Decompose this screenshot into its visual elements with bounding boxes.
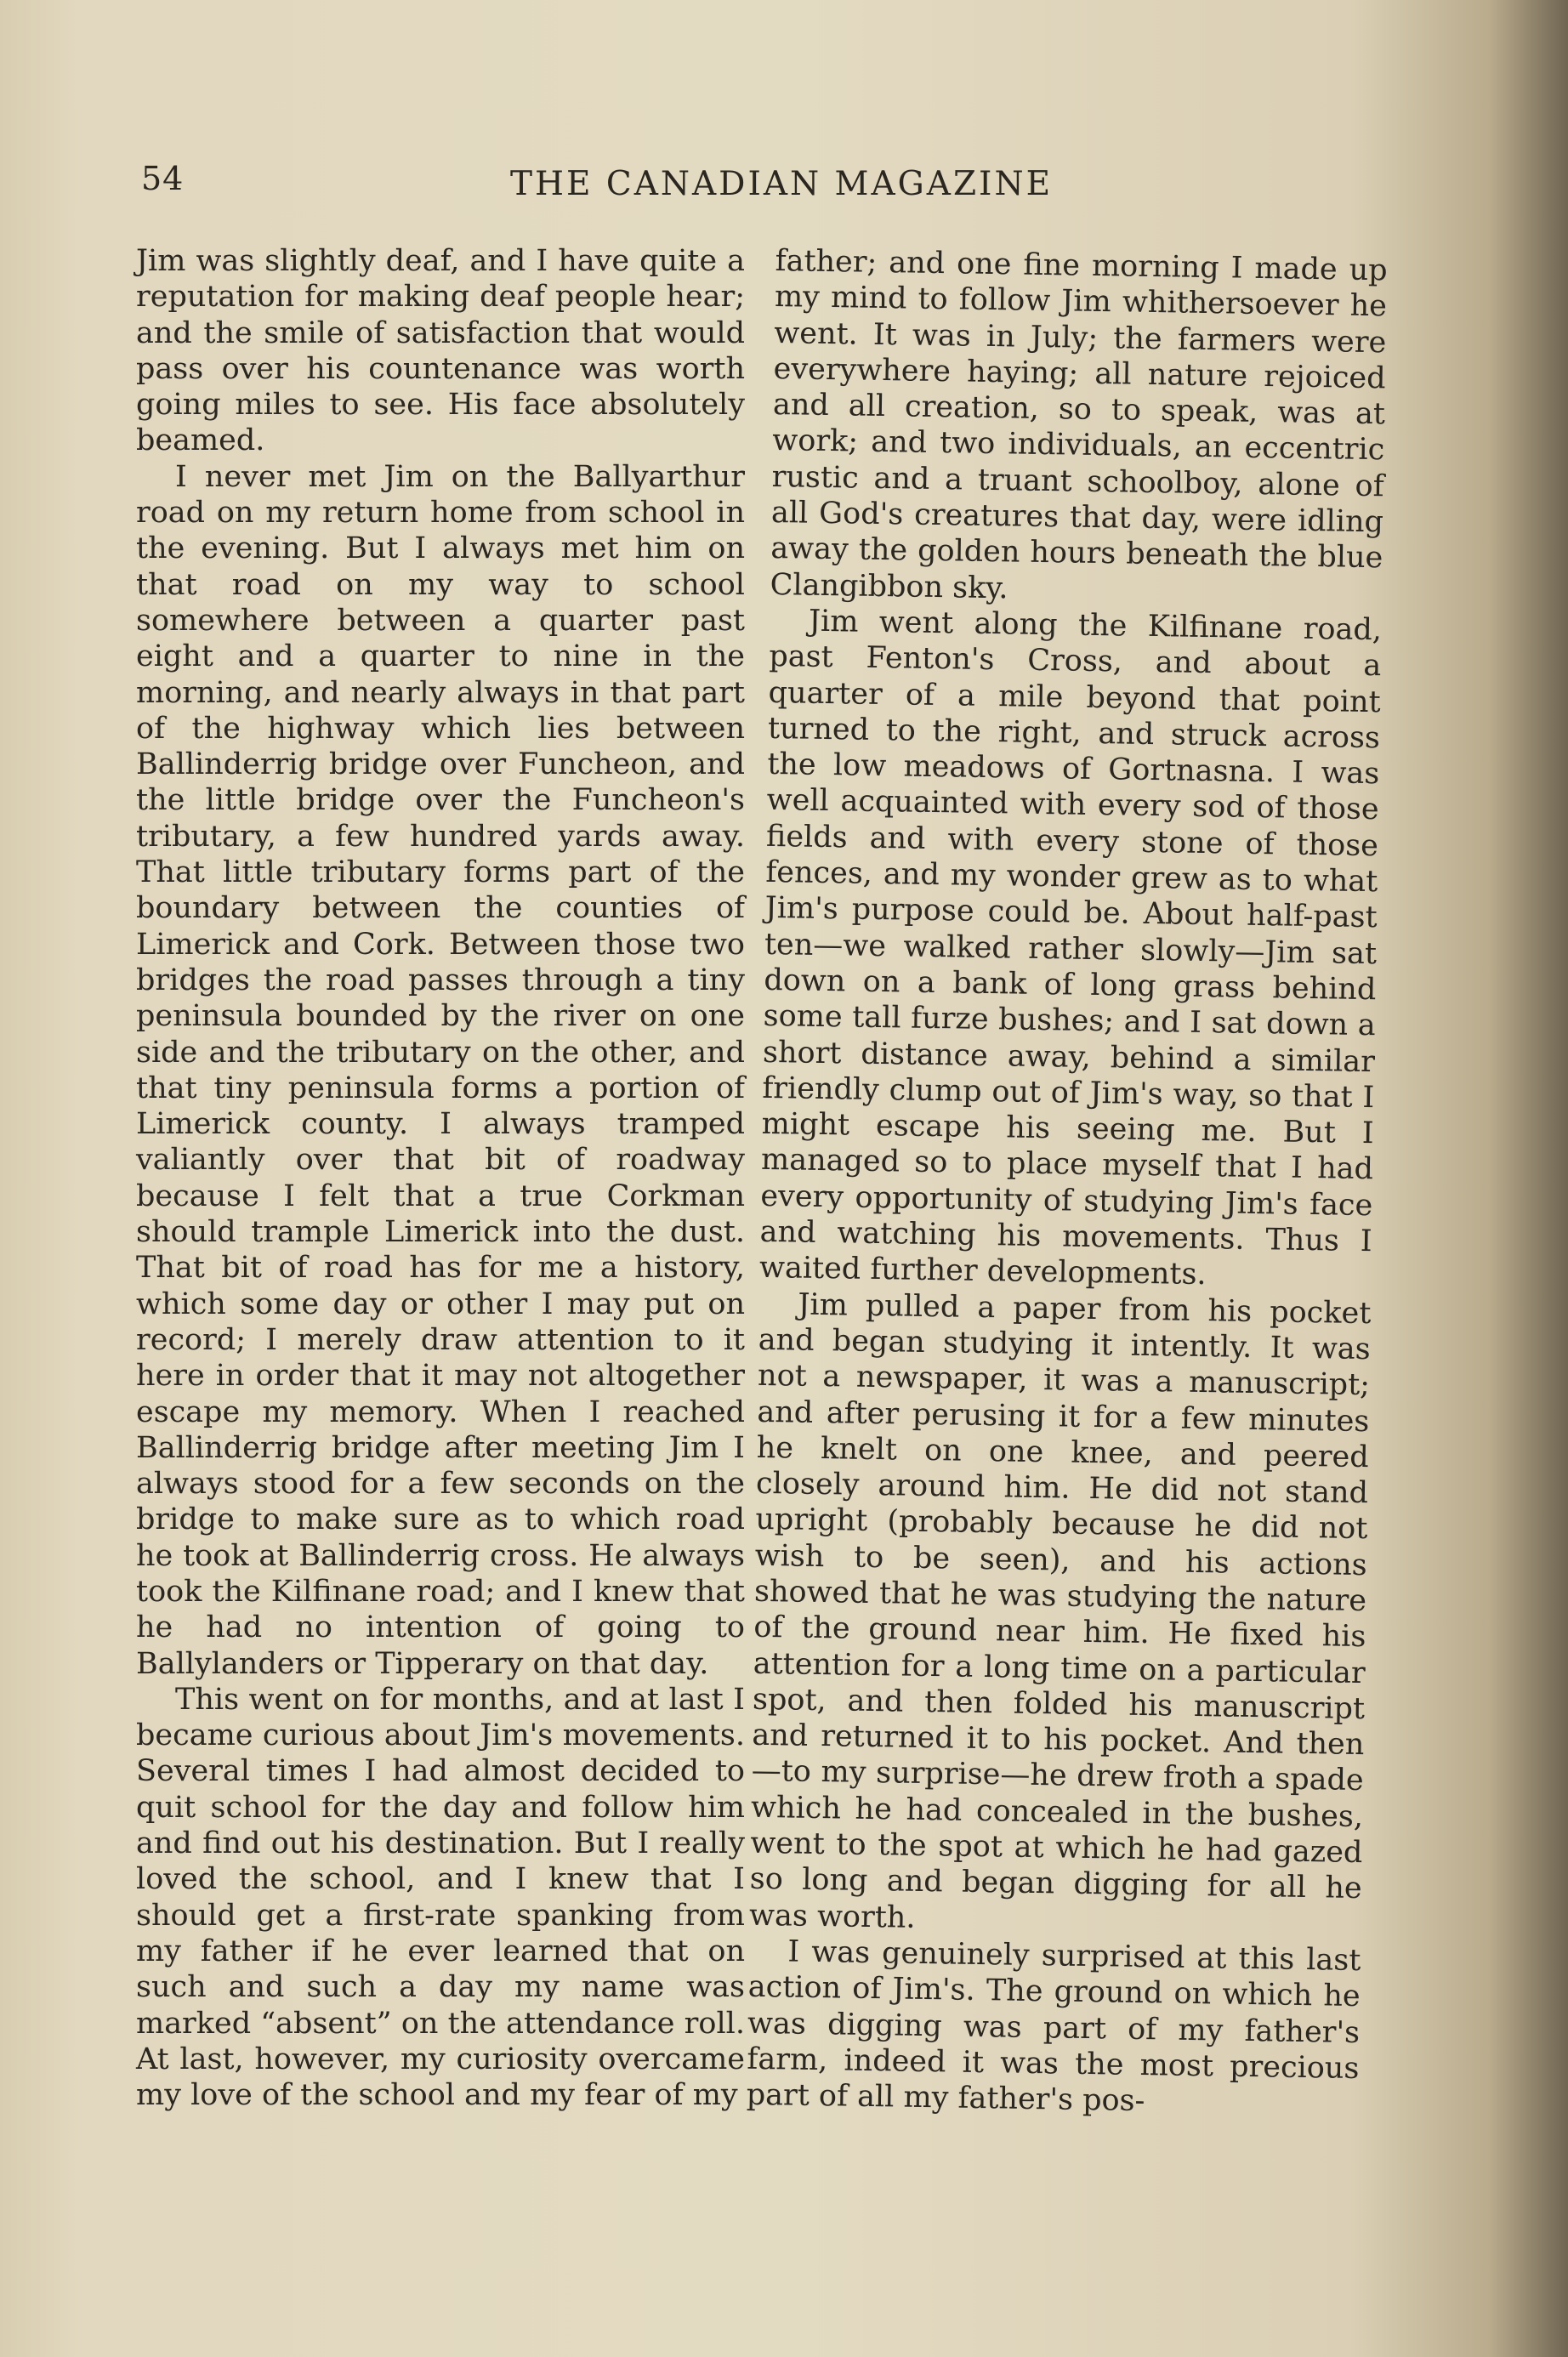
page-number: 54	[141, 160, 185, 197]
paragraph: This went on for months, and at last I became curious about Jim's movements. Several times I had almost decided to quit school for the day and follow him and find out his destination. But I really loved the school, and I knew that I should get a first-rate spanking from my father if he ever learned that on such and such a day my name was marked “absent” on the attendance roll. At last, however, my curiosity overcame my love of the school and my fear of my	[136, 1682, 745, 2113]
paragraph: I never met Jim on the Ballyarthur road on my return home from school in the evening. But I always met him on that road on my way to school somewhere between a quarter past eight and a quarter to nine in the morning, and nearly always in that part of the highway which lies between Ballinderrig bridge over Funcheon, and the little bridge over the Funcheon's tributary, a few hundred yards away. That little tributary forms part of the boundary between the counties of Limerick and Cork. Between those two bridges the road passes through a tiny peninsula bounded by the river on one side and the tributary on the other, and that tiny peninsula forms a portion of Limerick county. I always tramped valiantly over that bit of roadway because I felt that a true Corkman should trample Limerick into the dust. That bit of road has for me a history, which some day or other I may put on record; I merely draw attention to it here in order that it may not altogether escape my memory. When I reached Ballinderrig bridge after meeting Jim I always stood for a few seconds on the bridge to make sure as to which road he took at Ballinderrig cross. He always took the Kilfinane road; and I knew that he had no intention of going to Ballylanders or Tipperary on that day.	[136, 459, 745, 1681]
paragraph: Jim went along the Kilfinane road, past Fenton's Cross, and about a quarter of a mile beyond that point turned to the right, and struck across the low meadows of Gortnasna. I was well acquainted with every sod of those fields and with every stone of those fences, and my wonder grew as to what Jim's purpose could be. About half-past ten—we walked rather slowly—Jim sat down on a bank of long grass behind some tall furze bushes; and I sat down a short distance away, behind a similar friendly clump out of Jim's way, so that I might escape his seeing me. But I managed so to place myself that I had every opportunity of studying Jim's face and watching his movements. Thus I waited further developments.	[758, 604, 1383, 1292]
paragraph: I was genuinely surprised at this last action of Jim's. The ground on which he was digging was part of my father's farm, indeed it was the most precious part of all my father's pos-	[746, 1934, 1361, 2119]
left-column	[136, 243, 745, 2113]
right-column	[746, 243, 1387, 2122]
running-head: THE CANADIAN MAGAZINE	[510, 165, 1054, 203]
paragraph: Jim was slightly deaf, and I have quite a reputation for making deaf people hear; and the smile of satisfaction that would pass over his countenance was worth going miles to see. His face absolutely beamed.	[136, 244, 745, 458]
paragraph: father; and one fine morning I made up my mind to follow Jim whithersoever he went. It was in July; the farmers were everywhere haying; all nature rejoiced and all creation, so to speak, was at work; and two individuals, an eccentric rustic and a truant schoolboy, alone of all God's creatures that day, were idling away the golden hours beneath the blue Clangibbon sky.	[770, 243, 1388, 606]
paragraph: Jim pulled a paper from his pocket and began studying it intently. It was not a newspaper, it was a manuscript; and after perusing it for a few minutes he knelt on one knee, and peered closely around him. He did not stand upright (probably because he did not wish to be seen), and his actions showed that he was studying the nature of the ground near him. He fixed his attention for a long time on a particular spot, and then folded his manuscript and returned it to his pocket. And then—to my surprise—he drew froth a spade which he had concealed in the bushes, went to the spot at which he had gazed so long and began digging for all he was worth.	[748, 1287, 1372, 1935]
